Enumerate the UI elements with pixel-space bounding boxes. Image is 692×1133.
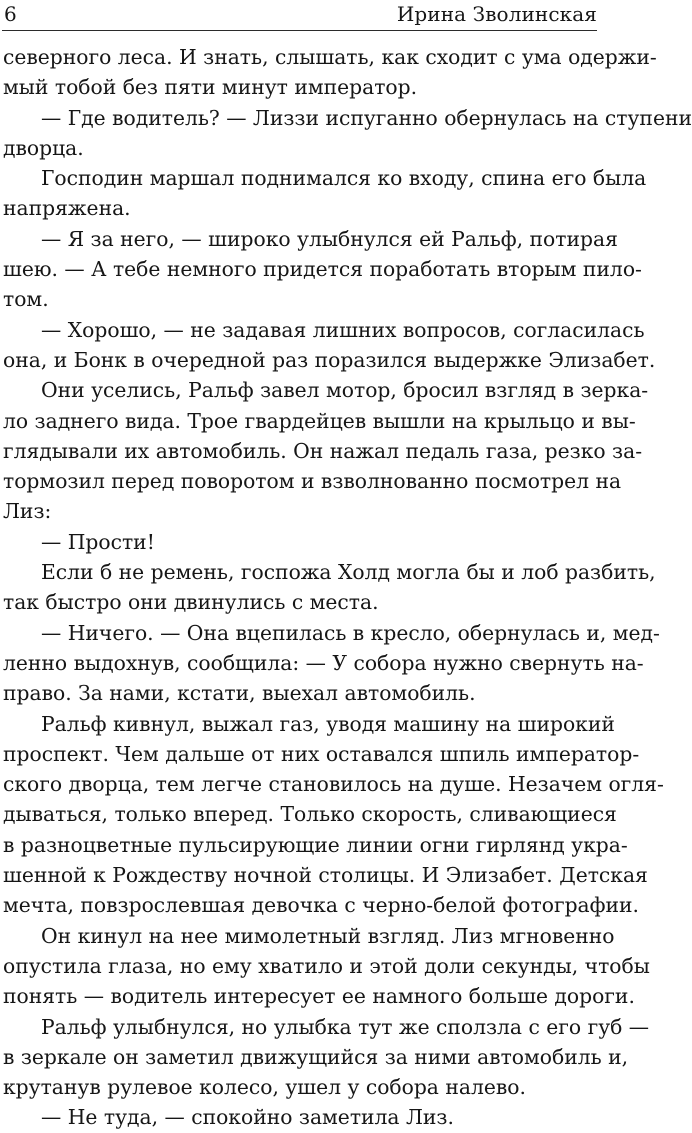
text-line: опустила глаза, но ему хватило и этой доли секунды, чтобы xyxy=(3,953,650,978)
text-line: в разноцветные пульсирующие линии огни гирлянд укра- xyxy=(3,832,628,857)
text-line: — Я за него, — широко улыбнулся ей Ральф, потирая xyxy=(41,226,618,251)
page-number: 6 xyxy=(4,2,17,26)
text-line: глядывали их автомобиль. Он нажал педаль газа, резко за- xyxy=(3,438,643,463)
text-line: шенной к Рождеству ночной столицы. И Элизабет. Детская xyxy=(3,863,648,888)
text-line: Если б не ремень, госпожа Холд могла бы и лоб разбить, xyxy=(41,560,656,585)
text-line: — Ничего. — Она вцепилась в кресло, обернулась и, мед- xyxy=(41,620,660,645)
book-author: Ирина Зволинская xyxy=(396,2,597,26)
text-line: — Хорошо, — не задавая лишних вопросов, согласилась xyxy=(41,317,645,342)
text-line: шею. — А тебе немного придется поработать вторым пило- xyxy=(3,257,642,282)
text-line: понять — водитель интересует ее намного больше дороги. xyxy=(3,984,635,1009)
text-line: — Где водитель? — Лиззи испуганно обернулась на ступени xyxy=(41,105,692,130)
text-line: мый тобой без пяти минут император. xyxy=(3,75,418,100)
text-line: напряжена. xyxy=(3,196,131,221)
text-line: ло заднего вида. Трое гвардейцев вышли на крыльцо и вы- xyxy=(3,408,636,433)
text-line: Они уселись, Ральф завел мотор, бросил взгляд в зерка- xyxy=(41,378,649,403)
text-line: тормозил перед поворотом и взволнованно посмотрел на xyxy=(3,469,622,494)
running-head xyxy=(2,0,597,31)
text-line: Ральф кивнул, выжал газ, уводя машину на широкий xyxy=(41,711,615,736)
text-line: мечта, повзрослевшая девочка с черно-белой фотографии. xyxy=(3,893,640,918)
text-line: — Прости! xyxy=(41,529,155,554)
text-line: право. За нами, кстати, выехал автомобиль. xyxy=(3,681,476,706)
text-line: том. xyxy=(3,287,49,312)
text-line: в зеркале он заметил движущийся за ними автомобиль и, xyxy=(3,1044,629,1069)
text-line: северного леса. И знать, слышать, как сходит с ума одержи- xyxy=(3,45,657,69)
text-line: Лиз: xyxy=(3,499,52,524)
text-line: дворца. xyxy=(3,135,84,160)
text-line: проспект. Чем дальше от них оставался шпиль император- xyxy=(3,741,640,766)
text-line: — Не туда, — спокойно заметила Лиз. xyxy=(41,1105,454,1130)
body-text xyxy=(3,42,692,1133)
text-line: Ральф улыбнулся, но улыбка тут же сползла с его губ — xyxy=(41,1014,650,1039)
text-line: так быстро они двинулись с места. xyxy=(3,590,379,615)
text-line: она, и Бонк в очередной раз поразился выдержке Элизабет. xyxy=(3,347,656,372)
text-line: дываться, только вперед. Только скорость, сливающиеся xyxy=(3,802,617,827)
text-line: ского дворца, тем легче становилось на душе. Незачем огля- xyxy=(3,772,664,797)
text-line: крутанув рулевое колесо, ушел у собора налево. xyxy=(3,1075,526,1100)
text-line: Господин маршал поднимался ко входу, спина его была xyxy=(41,166,647,191)
text-line: Он кинул на нее мимолетный взгляд. Лиз мгновенно xyxy=(41,923,615,948)
text-line: ленно выдохнув, сообщила: — У собора нужно свернуть на- xyxy=(3,650,644,675)
